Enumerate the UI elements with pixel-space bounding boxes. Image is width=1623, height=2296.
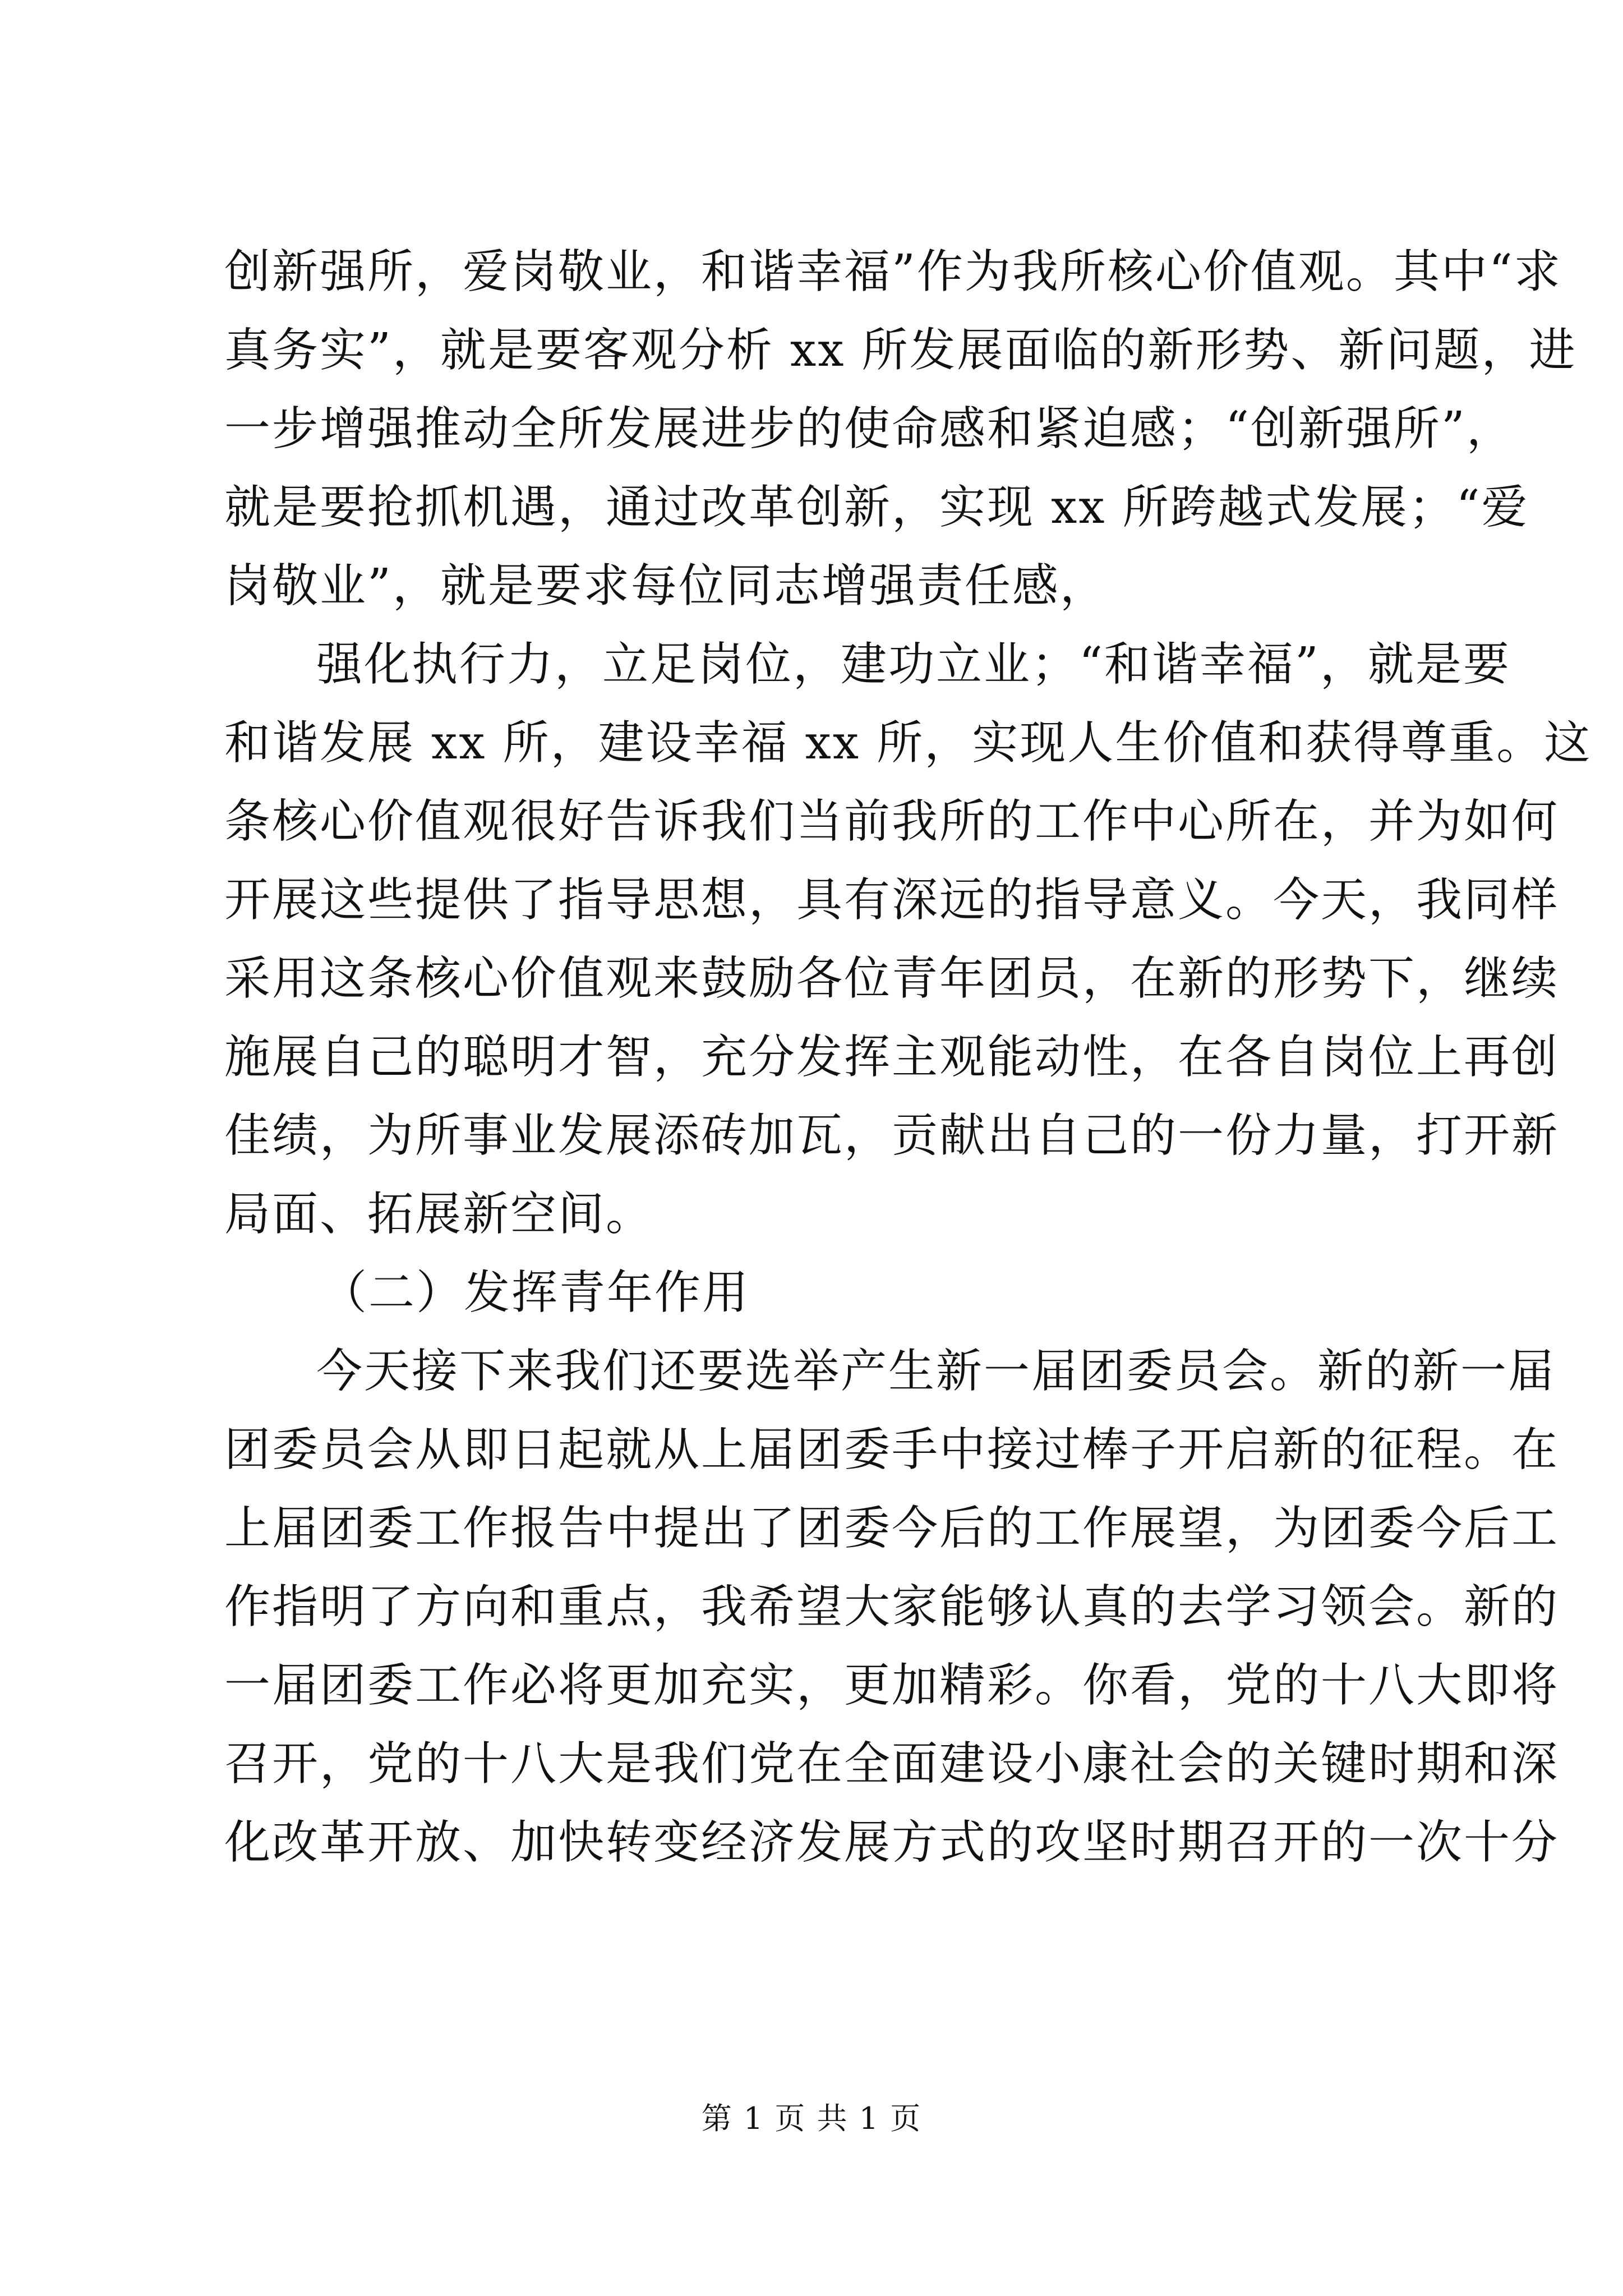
text-line: 岗敬业”，就是要求每位同志增强责任感， — [224, 559, 1108, 613]
paragraph-start-line: 今天接下来我们还要选举产生新一届团委员会。新的新一届 — [316, 1345, 1556, 1398]
text-line: 召开，党的十八大是我们党在全面建设小康社会的关键时期和深 — [224, 1737, 1560, 1791]
text-line: 佳绩，为所事业发展添砖加瓦，贡献出自己的一份力量，打开新 — [224, 1109, 1560, 1162]
paragraph-start-line: 强化执行力，立足岗位，建功立业；“和谐幸福”，就是要 — [316, 638, 1511, 691]
page-footer: 第 1 页 共 1 页 — [701, 2101, 922, 2136]
text-line: 团委员会从即日起就从上届团委手中接过棒子开启新的征程。在 — [224, 1423, 1560, 1476]
text-line: 采用这条核心价值观来鼓励各位青年团员，在新的形势下，继续 — [224, 952, 1560, 1005]
section-heading: （二）发挥青年作用 — [321, 1266, 750, 1319]
text-line: 化改革开放、加快转变经济发展方式的攻坚时期召开的一次十分 — [224, 1816, 1560, 1869]
text-line: 真务实”，就是要客观分析 xx 所发展面临的新形势、新问题，进 — [224, 324, 1577, 377]
text-line: 创新强所，爱岗敬业，和谐幸福”作为我所核心价值观。其中“求 — [224, 245, 1562, 298]
text-line: 条核心价值观很好告诉我们当前我所的工作中心所在，并为如何 — [224, 795, 1560, 848]
text-line: 作指明了方向和重点，我希望大家能够认真的去学习领会。新的 — [224, 1580, 1560, 1634]
text-line: 上届团委工作报告中提出了团委今后的工作展望，为团委今后工 — [224, 1502, 1560, 1555]
text-line: 局面、拓展新空间。 — [224, 1188, 654, 1241]
text-line: 就是要抢抓机遇，通过改革创新，实现 xx 所跨越式发展；“爱 — [224, 481, 1529, 534]
text-line: 开展这些提供了指导思想，具有深远的指导意义。今天，我同样 — [224, 873, 1560, 927]
body-text — [224, 233, 1592, 1882]
text-line: 一届团委工作必将更加充实，更加精彩。你看，党的十八大即将 — [224, 1659, 1560, 1712]
text-line: 和谐发展 xx 所，建设幸福 xx 所，实现人生价值和获得尊重。这 — [224, 716, 1592, 770]
text-line: 一步增强推动全所发展进步的使命感和紧迫感；“创新强所”， — [224, 402, 1514, 455]
text-line: 施展自己的聪明才智，充分发挥主观能动性，在各自岗位上再创 — [224, 1030, 1560, 1084]
